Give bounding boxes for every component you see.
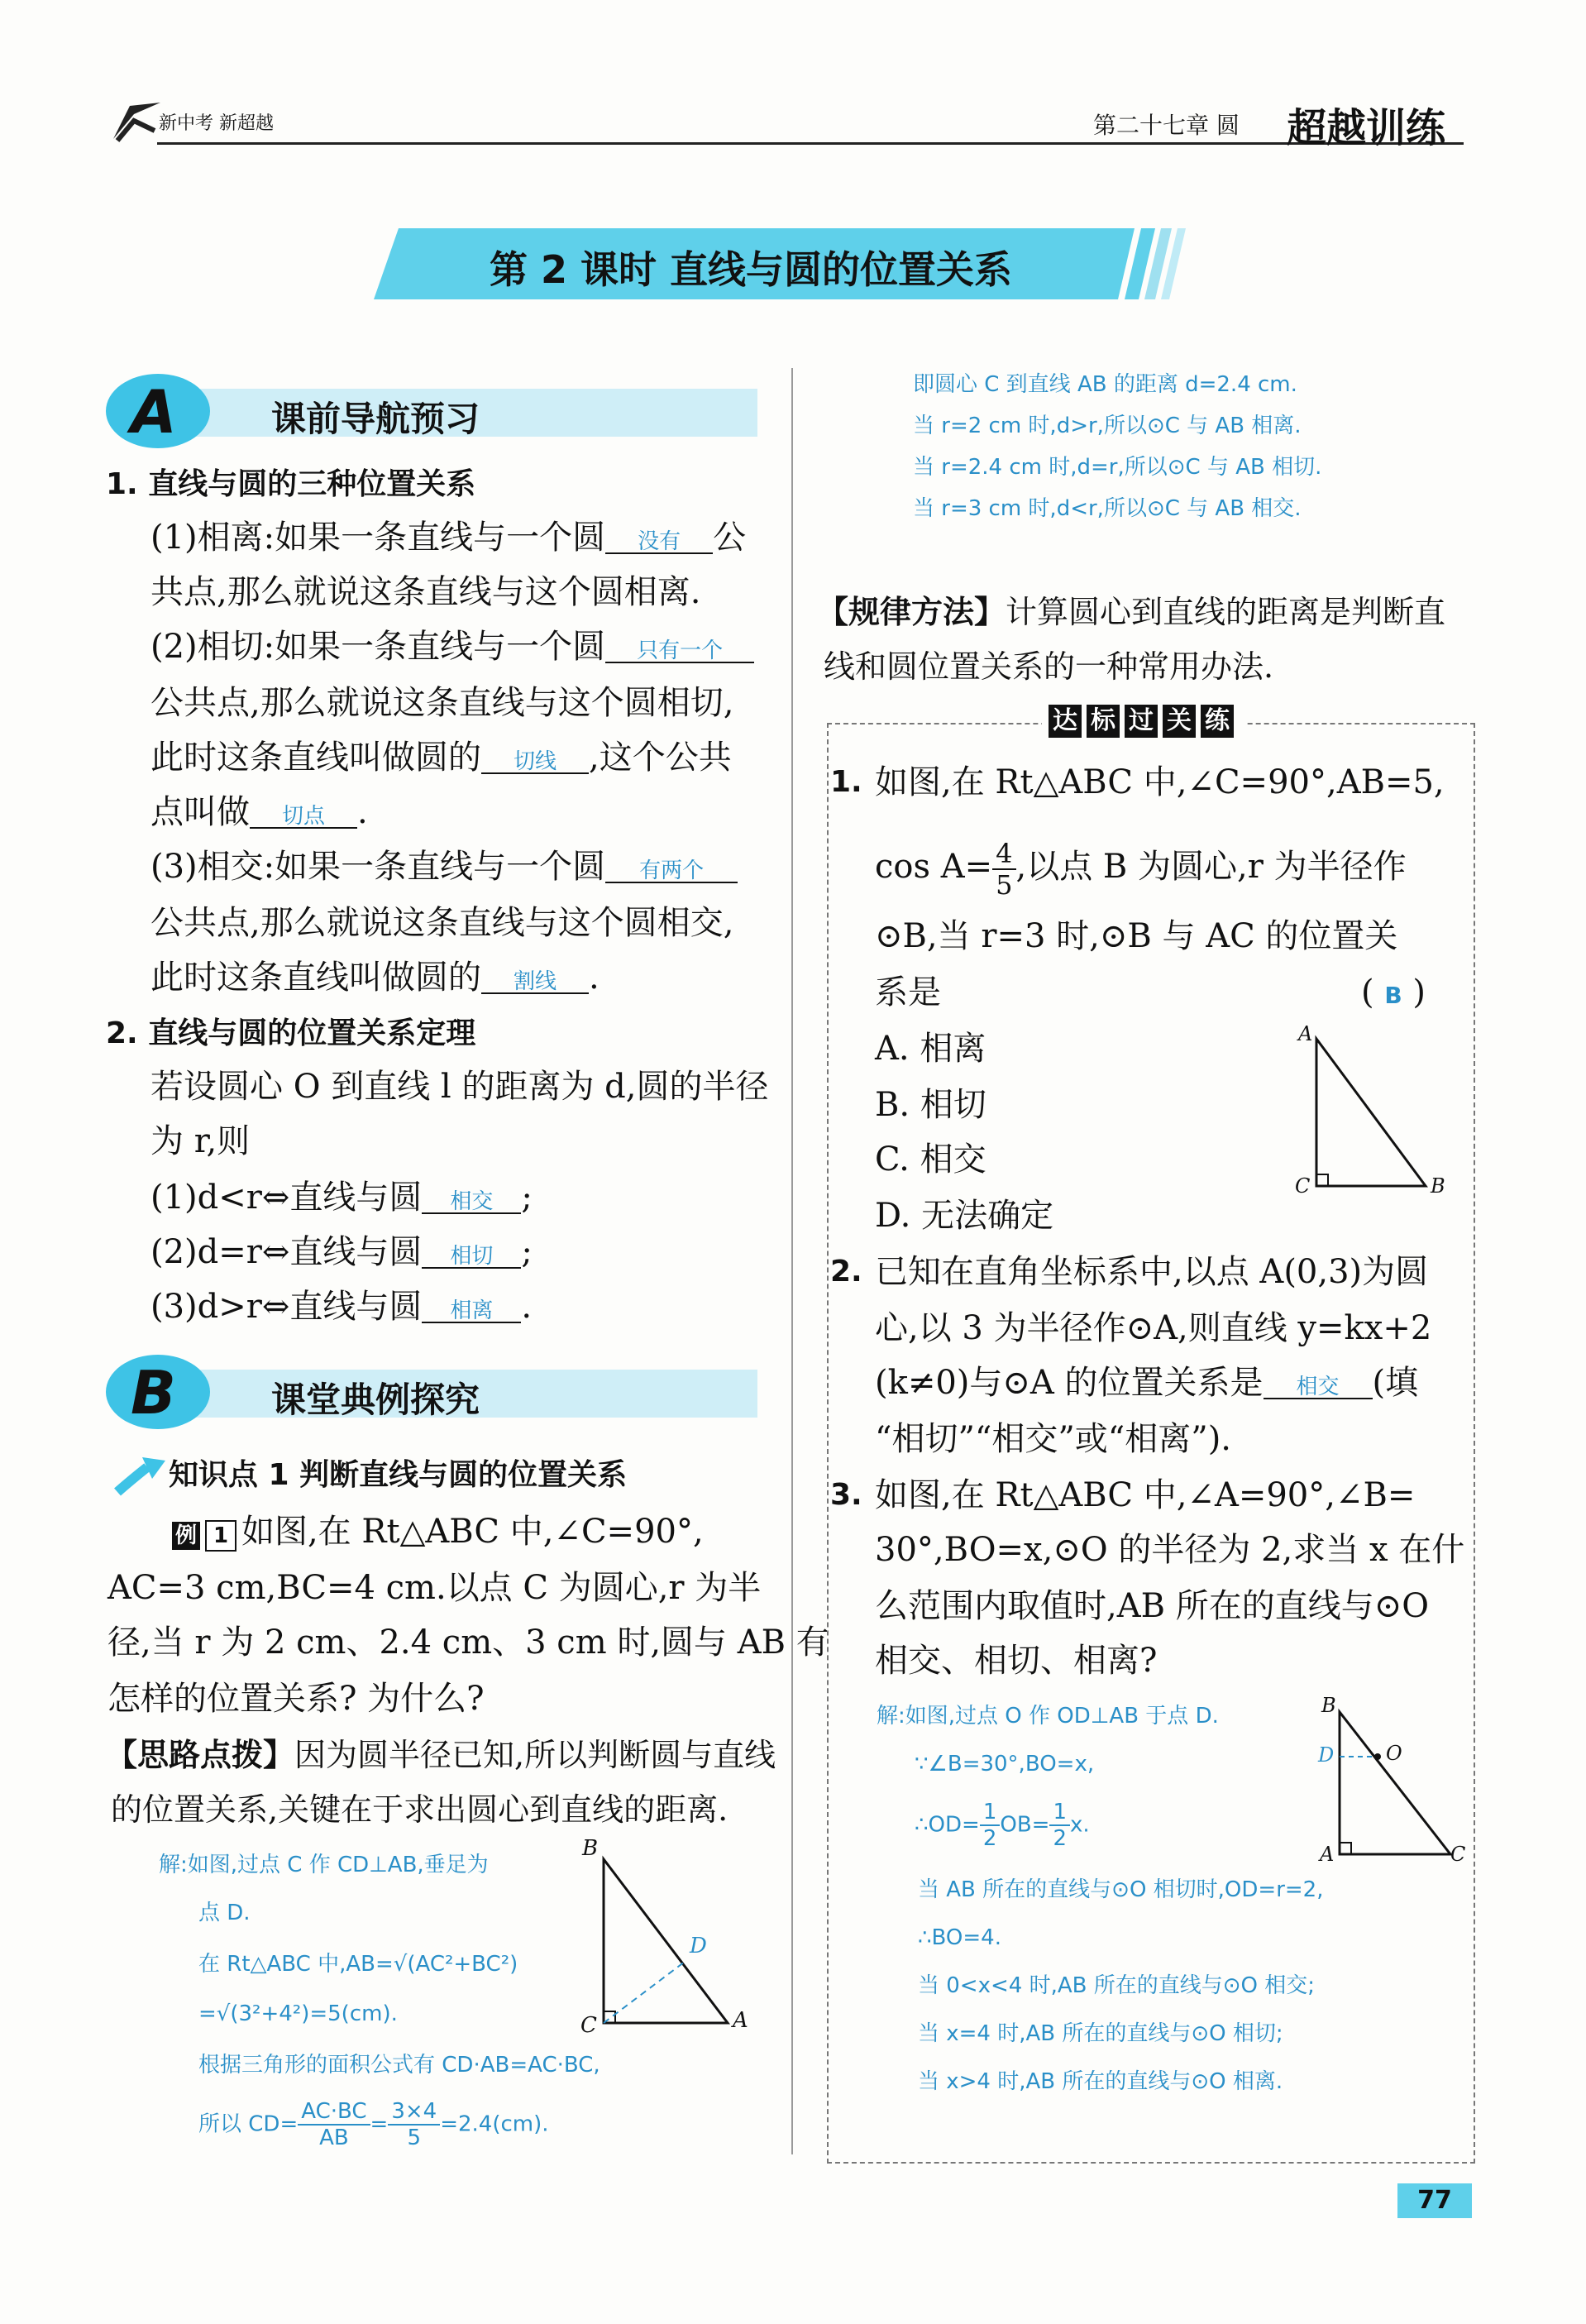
example-line1: 例 1 如图,在 Rt△ABC 中,∠C=90°, [172, 1512, 704, 1552]
answer-blank[interactable]: 割线 [481, 959, 589, 994]
chapter-label: 第二十七章 圆 [1093, 112, 1240, 139]
p3-number: 3. [830, 1478, 862, 1512]
p1-option-d[interactable]: D. 无法确定 [875, 1197, 1054, 1235]
section-b-title: 课堂典例探究 [271, 1380, 480, 1420]
label-d: D [690, 1934, 707, 1958]
p1-answer[interactable]: B [1384, 982, 1402, 1009]
q1-line4: 公共点,那么就说这条直线与这个圆相切, [150, 684, 734, 722]
p3-line4: 相交、相切、相离? [875, 1642, 1158, 1680]
q1-line3: (2)相切:如果一条直线与一个圆 只有一个 [150, 627, 754, 667]
section-b-letter: B [131, 1358, 176, 1427]
p3-solution-line4: 当 AB 所在的直线与⊙O 相切时,OD=r=2, [918, 1877, 1324, 1902]
hint-label: 【思路点拨】 [106, 1737, 295, 1773]
example-line2: AC=3 cm,BC=4 cm.以点 C 为圆心,r 为半 [107, 1569, 762, 1607]
p1-line2: cos A= $\frac{4}{5}$ ,以点 B 为圆心,r 为半径作 [875, 838, 1407, 901]
answer-blank[interactable]: 相交 [422, 1179, 521, 1214]
p1-line3: ⊙B,当 r=3 时,⊙B 与 AC 的位置关 [875, 917, 1398, 955]
p2-line1: 已知在直角坐标系中,以点 A(0,3)为圆 [875, 1253, 1429, 1291]
p1-answer-bracket: ( B ) [1361, 973, 1426, 1011]
example-line4: 怎样的位置关系? 为什么? [107, 1680, 485, 1718]
label-a: A [733, 2008, 748, 2033]
practice-tag: 练 [1201, 705, 1234, 738]
p3-solution-line2: ∵∠B=30°,BO=x, [915, 1752, 1095, 1776]
section-a-header [106, 374, 759, 448]
p3-solution-line1: 解:如图,过点 O 作 OD⊥AB 于点 D. [877, 1704, 1219, 1729]
p2-line4: “相切”“相交”或“相离”). [875, 1420, 1232, 1458]
q1-line2: 共点,那么就说这条直线与这个圆相离. [150, 573, 701, 611]
solution-line5: 根据三角形的面积公式有 CD·AB=AC·BC, [198, 2053, 600, 2078]
q1-line1: (1)相离:如果一条直线与一个圆 没有 公 [150, 519, 747, 557]
label-b: B [1431, 1174, 1445, 1198]
answer-blank[interactable]: 切线 [481, 739, 589, 774]
p1-figure [1287, 1022, 1452, 1204]
q2-line2: 为 r,则 [150, 1122, 251, 1160]
answer-blank[interactable]: 没有 [605, 519, 713, 554]
practice-tag: 过 [1125, 705, 1158, 738]
brand-text: 新中考 新超越 [159, 113, 274, 134]
q2-case1: (1)d<r⇔直线与圆 相交 ; [150, 1179, 533, 1217]
method-line2: 线和圆位置关系的一种常用办法. [824, 648, 1274, 685]
q2-case2: (2)d=r⇔直线与圆 相切 ; [150, 1233, 533, 1271]
p3-line3: 么范围内取值时,AB 所在的直线与⊙O [875, 1587, 1430, 1625]
page-title: 第 2 课时 直线与圆的位置关系 [490, 247, 1013, 292]
answer-blank[interactable]: 相交 [1264, 1365, 1373, 1399]
cont-line3: 当 r=2.4 cm 时,d=r,所以⊙C 与 AB 相切. [913, 455, 1322, 480]
practice-tag: 标 [1087, 705, 1120, 738]
page-number: 77 [1397, 2183, 1472, 2218]
p3-solution-line6: 当 0<x<4 时,AB 所在的直线与⊙O 相交; [918, 1973, 1315, 1998]
title-banner [374, 228, 1135, 299]
p1-number: 1. [830, 765, 862, 799]
solution-line1: 解:如图,过点 C 作 CD⊥AB,垂足为 [159, 1853, 489, 1877]
p3-solution-line7: 当 x=4 时,AB 所在的直线与⊙O 相切; [918, 2021, 1283, 2046]
example-line3: 径,当 r 为 2 cm、2.4 cm、3 cm 时,圆与 AB 有 [107, 1623, 829, 1662]
p2-number: 2. [830, 1255, 862, 1289]
q2-title: 2. 直线与圆的位置关系定理 [106, 1016, 476, 1050]
practice-tag: 达 [1049, 705, 1082, 738]
label-a: A [1320, 1843, 1335, 1866]
method-label: 【规律方法】 [817, 594, 1006, 630]
cont-line2: 当 r=2 cm 时,d>r,所以⊙C 与 AB 相离. [913, 414, 1302, 438]
practice-tags [1042, 705, 1245, 738]
answer-blank[interactable]: 相切 [422, 1234, 521, 1269]
solution-line3: 在 Rt△ABC 中,AB=√(AC²+BC²) [198, 1952, 518, 1977]
p3-solution-line8: 当 x>4 时,AB 所在的直线与⊙O 相离. [918, 2069, 1283, 2094]
p1-option-b[interactable]: B. 相切 [875, 1086, 986, 1124]
example-number: 1 [205, 1520, 236, 1552]
p3-figure [1310, 1694, 1467, 1876]
method-line1: 【规律方法】计算圆心到直线的距离是判断直 [817, 594, 1446, 630]
p1-line1: 如图,在 Rt△ABC 中,∠C=90°,AB=5, [875, 763, 1445, 801]
cont-line4: 当 r=3 cm 时,d<r,所以⊙C 与 AB 相交. [913, 496, 1302, 521]
example-tag: 例 [172, 1522, 200, 1550]
section-a-letter: A [131, 377, 177, 447]
answer-blank[interactable]: 切点 [250, 794, 357, 829]
p3-line2: 30°,BO=x,⊙O 的半径为 2,求当 x 在什 [875, 1531, 1465, 1569]
q1-line7: (3)相交:如果一条直线与一个圆 有两个 [150, 847, 738, 887]
series-label: 超越训练 [1287, 105, 1446, 151]
q1-line8: 公共点,那么就说这条直线与这个圆相交, [150, 904, 734, 942]
p1-option-a[interactable]: A. 相离 [875, 1030, 986, 1068]
p1-option-c[interactable]: C. 相交 [875, 1140, 986, 1179]
label-d: D [1318, 1743, 1335, 1767]
solution-line6: 所以 CD= $\frac{AC\cdot BC}{AB}$ = $\frac{3\times 4}{5}$ =2.4(cm). [198, 2099, 549, 2150]
label-b: B [582, 1836, 599, 1861]
arrow-icon [114, 1456, 172, 1497]
q1-line5: 此时这条直线叫做圆的 切线 ,这个公共 [150, 739, 732, 777]
answer-blank[interactable]: 相离 [422, 1289, 521, 1323]
answer-blank[interactable]: 只有一个 [605, 629, 754, 663]
hint-line2: 的位置关系,关键在于求出圆心到直线的距离. [111, 1791, 729, 1828]
knowledge-point: 知识点 1 判断直线与圆的位置关系 [169, 1458, 628, 1492]
label-b: B [1321, 1694, 1336, 1717]
label-c: C [1450, 1843, 1466, 1866]
q2-case3: (3)d>r⇔直线与圆 相离 . [150, 1288, 533, 1326]
header-rule [157, 142, 1464, 145]
hint-line1: 【思路点拨】因为圆半径已知,所以判断圆与直线 [106, 1737, 776, 1773]
label-a: A [1298, 1022, 1313, 1045]
label-c: C [580, 2013, 597, 2038]
q2-line1: 若设圆心 O 到直线 l 的距离为 d,圆的半径 [150, 1068, 769, 1106]
header [0, 0, 1586, 157]
p3-solution-line5: ∴BO=4. [918, 1925, 1001, 1950]
q1-line6: 点叫做 切点 . [150, 793, 368, 831]
solution-line2: 点 D. [198, 1901, 251, 1925]
q1-title: 1. 直线与圆的三种位置关系 [106, 467, 476, 501]
solution-line4: =√(3²+4²)=5(cm). [198, 2001, 398, 2026]
p2-line2: 心,以 3 为半径作⊙A,则直线 y=kx+2 [875, 1309, 1432, 1347]
section-a-title: 课前导航预习 [271, 399, 480, 439]
q1-line9: 此时这条直线叫做圆的 割线 . [150, 959, 600, 997]
p2-line3: (k≠0)与⊙A 的位置关系是 相交 (填 [875, 1364, 1419, 1402]
cont-line1: 即圆心 C 到直线 AB 的距离 d=2.4 cm. [913, 372, 1297, 397]
label-o: O [1386, 1742, 1402, 1765]
answer-blank[interactable]: 有两个 [605, 849, 738, 883]
p3-line1: 如图,在 Rt△ABC 中,∠A=90°,∠B= [875, 1476, 1416, 1514]
example-figure [579, 1836, 761, 2051]
section-b-header [106, 1355, 759, 1429]
label-c: C [1295, 1174, 1311, 1198]
p3-solution-line3: ∴OD= $\frac{1}{2}$ OB= $\frac{1}{2}$ x. [915, 1800, 1090, 1851]
column-divider [791, 368, 793, 2154]
triangle-diagram [1287, 1022, 1452, 1204]
p1-line4: 系是 [875, 973, 941, 1011]
practice-tag: 关 [1163, 705, 1196, 738]
